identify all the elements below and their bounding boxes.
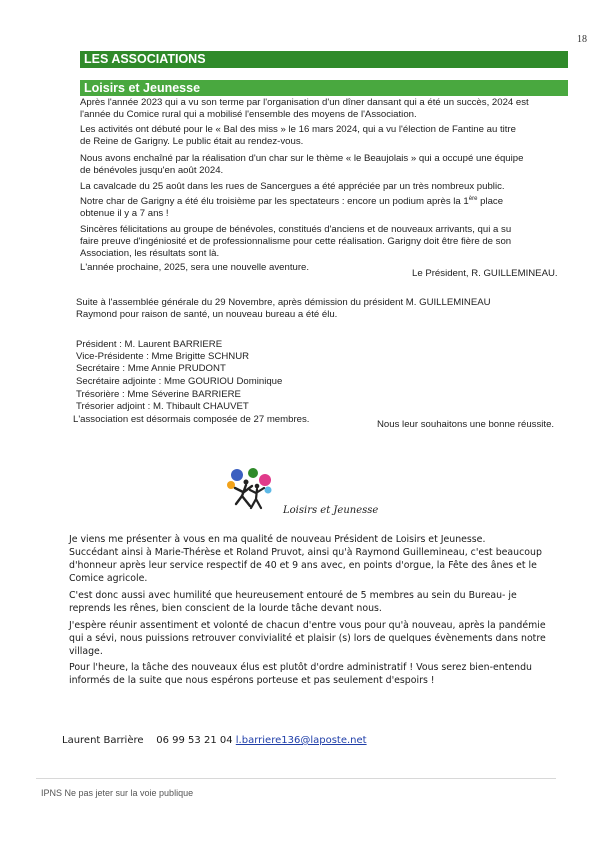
bureau-member: Trésorier adjoint : M. Thibault CHAUVET [76,401,249,412]
contact-email-link[interactable]: l.barriere136@laposte.net [235,735,367,746]
report-line: obtenue il y a 7 ans ! [80,208,169,219]
report-line: L'année prochaine, 2025, sera une nouvelle aventure. [80,262,310,273]
report-line-text: Notre char de Garigny a été élu troisième par les spectateurs : encore un podium après la 1 [80,196,469,207]
superscript-ere: ère [468,195,478,202]
page-number: 18 [577,34,587,45]
report-line: faire preuve d'ingéniosité et de professionnalisme pour cette réalisation. Garigny doit être fière de son [80,236,512,247]
letter-line: informés de la suite que nous espérons porteuse et pas seulement d'espoirs ! [69,675,435,686]
member-count: L'association est désormais composée de 27 membres. [73,414,310,425]
bureau-member: Vice-Présidente : Mme Brigitte SCHNUR [76,351,250,362]
assembly-line: Raymond pour raison de santé, un nouveau bureau a été élu. [76,309,338,320]
letter-line: Succédant ainsi à Marie-Thérèse et Roland Pruvot, ainsi qu'à Raymond Guillemineau, c'est beaucoup [69,547,542,558]
letter-line: village. [69,646,103,657]
letter-line: Je viens me présenter à vous en ma qualité de nouveau Président de Loisirs et Jeunesse. [69,534,486,545]
letter-line: d'honneur après leur service respectif de 40 et 9 ans avec, en points d'orgue, la Fête des ânes et le [69,560,537,571]
subsection-title: Loisirs et Jeunesse [80,80,568,96]
report-line: Nous avons enchaîné par la réalisation d'un char sur le thème « le Beaujolais » qui a occupé une équipe [80,153,524,164]
letter-line: J'espère réunir assentiment et volonté de chacun d'entre vous pour qu'à nouveau, après la pandémie [69,620,546,631]
report-line: de bénévoles jusqu'en août 2024. [80,165,224,176]
report-line: Après l'année 2023 qui a vu son terme par l'organisation d'un dîner dansant qui a été un succès, 2024 est [80,97,529,108]
report-line: Association, les résultats sont là. [80,248,220,259]
footer-notice: IPNS Ne pas jeter sur la voie publique [41,788,194,798]
letter-line: Pour l'heure, la tâche des nouveaux élus est plutôt d'ordre administratif ! Vous serez bien-entendu [69,662,532,673]
report-line: l'année du Comice rural qui a mobilisé l'ensemble des moyens de l'Association. [80,109,417,120]
good-luck-wish: Nous leur souhaitons une bonne réussite. [377,419,555,430]
letter-line: Comice agricole. [69,573,148,584]
footer-divider [36,778,556,779]
section-title: LES ASSOCIATIONS [80,51,568,68]
report-line: Sincères félicitations au groupe de bénévoles, constitués d'anciens et de nouveaux arrivants, qui a su [80,224,512,235]
letter-line: reprends les rênes, bien conscient de la lourde tâche devant nous. [69,603,382,614]
letter-line: qui a sévi, nous puissions retrouver convivialité et plaisir (s) lors de quelques évènements dans notre [69,633,546,644]
report-line-podium [80,196,503,208]
president-signature: Le Président, R. GUILLEMINEAU. [412,268,558,279]
contact-line [62,734,367,747]
contact-name: Laurent Barrière [62,735,144,746]
contact-phone: 06 99 53 21 04 [156,735,233,746]
letter-line: C'est donc aussi avec humilité que heureusement entouré de 5 membres au sein du Bureau- je [69,590,517,601]
logo-text: Loisirs et Jeunesse [283,505,379,516]
place-word: place [477,196,504,207]
report-line: Les activités ont débuté pour le « Bal des miss » le 16 mars 2024, qui a vu l'élection de Fantine au titre [80,124,516,135]
report-line: La cavalcade du 25 août dans les rues de Sancergues a été appréciée par un très nombreux public. [80,181,505,192]
association-logo-icon [222,466,282,512]
bureau-member: Secrétaire adjointe : Mme GOURIOU Dominique [76,376,283,387]
assembly-line: Suite à l'assemblée générale du 29 Novembre, après démission du président M. GUILLEMINEAU [76,297,491,308]
bureau-member: Président : M. Laurent BARRIERE [76,339,223,350]
bureau-member: Trésorière : Mme Séverine BARRIERE [76,389,241,400]
bureau-member: Secrétaire : Mme Annie PRUDONT [76,363,226,374]
report-line: de Reine de Garigny. Le public était au rendez-vous. [80,136,304,147]
